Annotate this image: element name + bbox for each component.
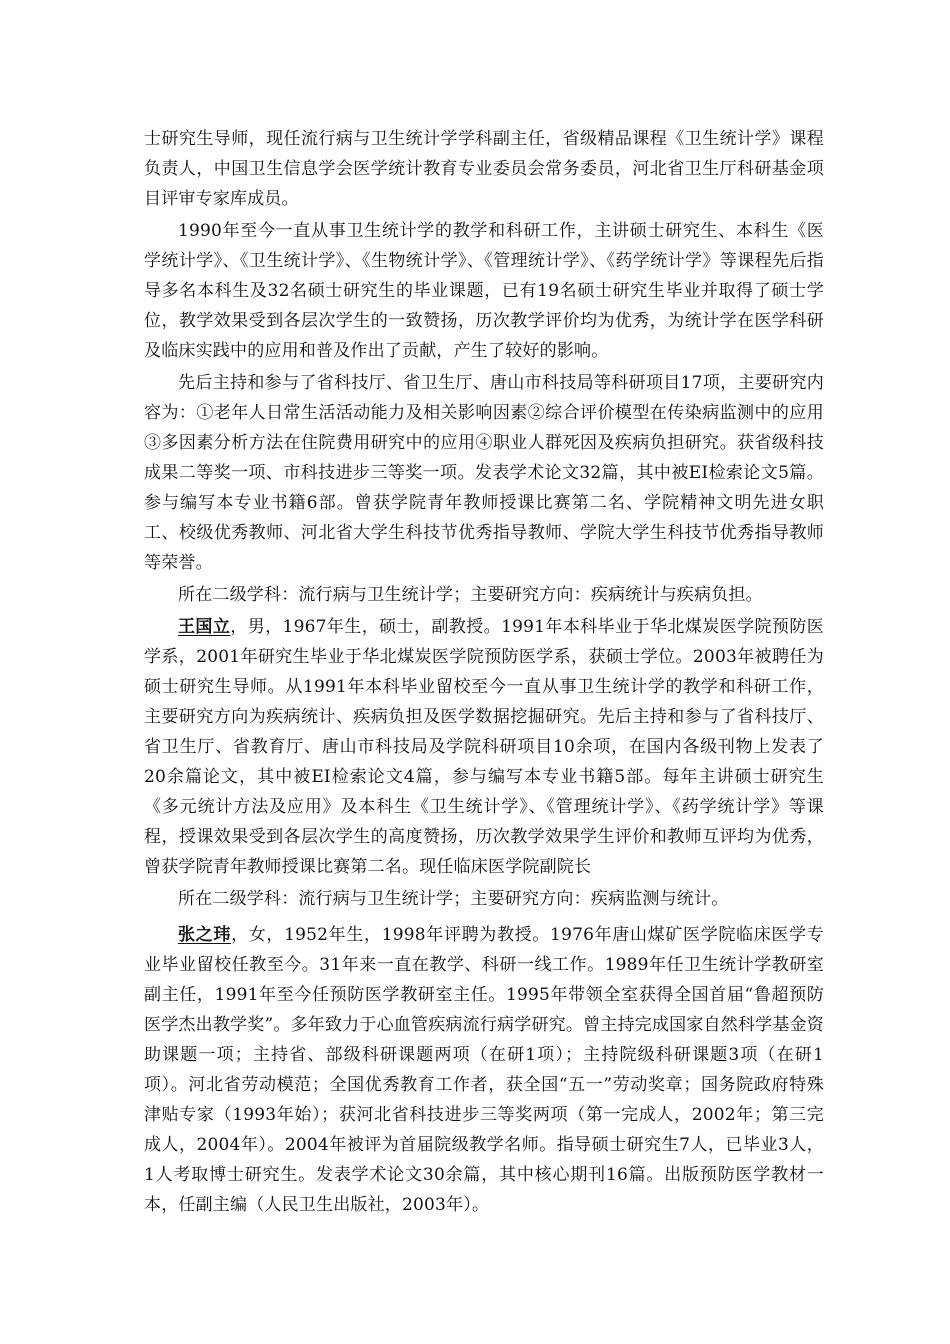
- research-paragraph: 先后主持和参与了省科技厅、省卫生厅、唐山市科技局等科研项目17项，主要研究内容为：①老年人日常生活活动能力及相关影响因素②综合评价模型在传染病监测中的应用③多因素分析方法在住院费用研究中的应用④职业人群死因及疾病负担研究。获省级科技成果二等奖一项、市科技进步三等奖一项。发表学术论文32篇，其中被EI检索论文5篇。参与编写本专业书籍6部。曾获学院青年教师授课比赛第二名、学院精神文明先进女职工、校级优秀教师、河北省大学生科技节优秀指导教师、学院大学生科技节优秀指导教师等荣誉。: [144, 373, 824, 573]
- person-3-bio: ，女，1952年生，1998年评聘为教授。1976年唐山煤矿医学院临床医学专业毕业留校任教至今。31年来一直在教学、科研一线工作。1989年任卫生统计学教研室副主任，1991年至今任预防医学教研室主任。1995年带领全室获得全国首届“鲁超预防医学杰出教学奖”。多年致力于心血管疾病流行病学研究。曾主持完成国家自然科学基金资助课题一项；主持省、部级科研课题两项（在研1项）；主持院级科研课题3项（在研1项）。河北省劳动模范；全国优秀教育工作者，获全国“五一”劳动奖章；国务院政府特殊津贴专家（1993年始）；获河北省科技进步三等奖两项（第一完成人，2002年；第三完成人，2004年）。2004年被评为首届院级教学名师。指导硕士研究生7人，已毕业3人，1人考取博士研究生。发表学术论文30余篇，其中核心期刊16篇。出版预防医学教材一本，任副主编（人民卫生出版社，2003年）。: [144, 925, 825, 1215]
- teaching-paragraph: 1990年至今一直从事卫生统计学的教学和科研工作，主讲硕士研究生、本科生《医学统计学》、《卫生统计学》、《生物统计学》、《管理统计学》、《药学统计学》等课程先后指导多名本科生及32名硕士研究生的毕业课题，已有19名硕士研究生毕业并取得了硕士学位，教学效果受到各层次学生的一致赞扬，历次教学评价均为优秀，为统计学在医学科研及临床实践中的应用和普及作出了贡献，产生了较好的影响。: [144, 221, 824, 361]
- person-3-name: 张之玮: [178, 925, 232, 945]
- person-3-paragraph: [144, 920, 824, 1220]
- discipline-line-2: 所在二级学科：流行病与卫生统计学；主要研究方向：疾病监测与统计。: [178, 889, 729, 909]
- discipline-line-1: 所在二级学科：流行病与卫生统计学；主要研究方向：疾病统计与疾病负担。: [178, 585, 763, 605]
- continuation-paragraph: 士研究生导师，现任流行病与卫生统计学学科副主任，省级精品课程《卫生统计学》课程负责人，中国卫生信息学会医学统计教育专业委员会常务委员，河北省卫生厅科研基金项目评审专家库成员。: [144, 129, 824, 209]
- person-2-paragraph: [144, 612, 824, 882]
- document-body: [144, 124, 824, 1220]
- person-2-name: 王国立: [178, 617, 231, 637]
- person-2-bio: ，男，1967年生，硕士，副教授。1991年本科毕业于华北煤炭医学院预防医学系，2001年研究生毕业于华北煤炭医学院预防医学系，获硕士学位。2003年被聘任为硕士研究生导师。从1991年本科毕业留校至今一直从事卫生统计学的教学和科研工作，主要研究方向为疾病统计、疾病负担及医学数据挖掘研究。先后主持和参与了省科技厅、省卫生厅、省教育厅、唐山市科技局及学院科研项目10余项，在国内各级刊物上发表了20余篇论文，其中被EI检索论文4篇，参与编写本专业书籍5部。每年主讲硕士研究生《多元统计方法及应用》及本科生《卫生统计学》、《管理统计学》、《药学统计学》等课程，授课效果受到各层次学生的高度赞扬，历次教学效果学生评价和教师互评均为优秀，曾获学院青年教师授课比赛第二名。现任临床医学院副院长: [144, 617, 824, 877]
